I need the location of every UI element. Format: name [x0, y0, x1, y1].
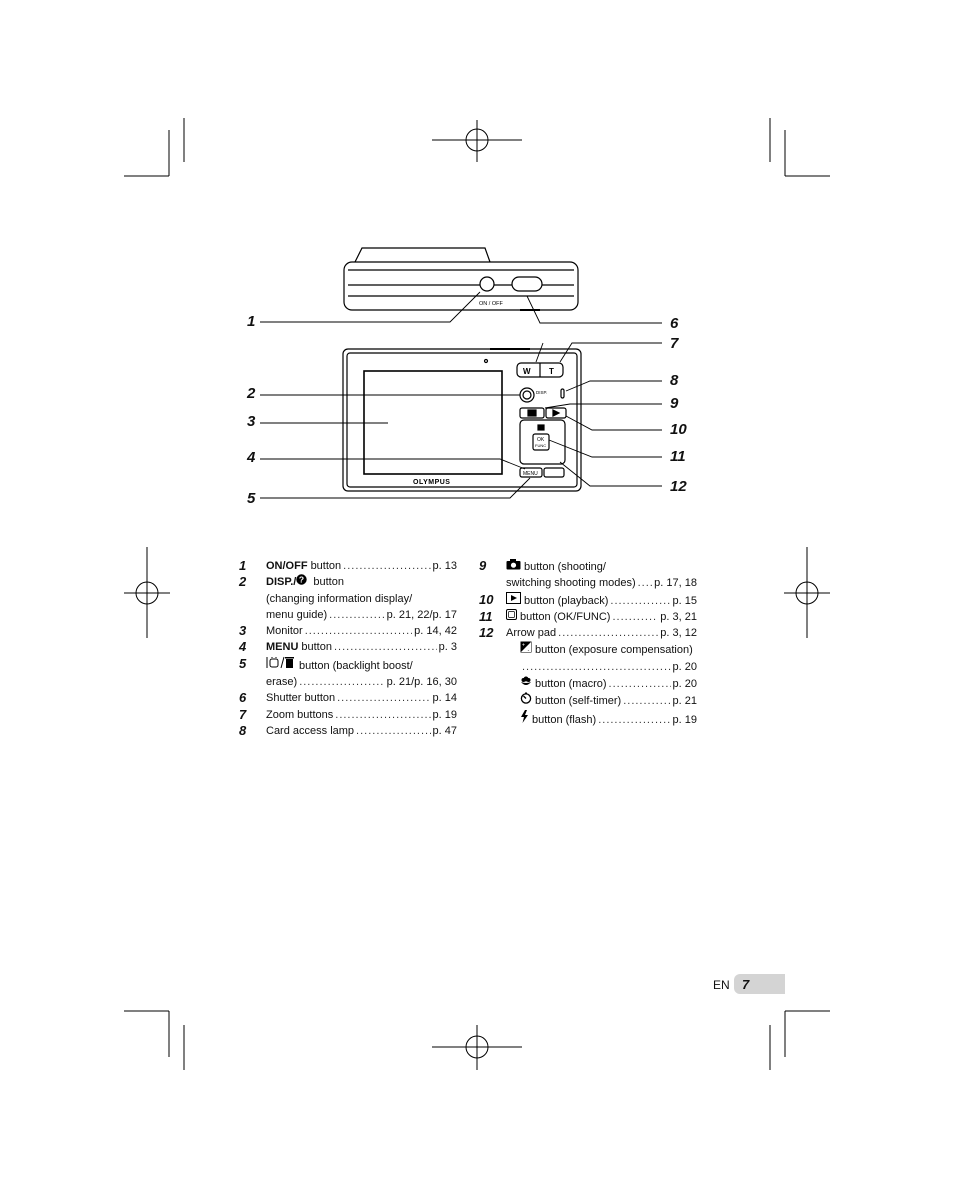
callout-11: 11 — [670, 448, 686, 465]
page-reference: p. 17, 18 — [654, 577, 697, 590]
svg-text:-: - — [527, 647, 530, 654]
svg-text:+: + — [522, 642, 525, 649]
registration-mark-right — [784, 547, 830, 638]
callout-5: 5 — [247, 490, 256, 507]
list-item — [479, 608, 697, 625]
list-item — [520, 659, 697, 675]
flash-icon — [520, 710, 529, 728]
brand-logo: OLYMPUS — [413, 479, 451, 486]
list-item — [266, 674, 457, 690]
item-number: 4 — [239, 639, 247, 655]
page-reference: p. 14 — [432, 692, 457, 705]
callout-7: 7 — [670, 335, 679, 352]
item-text: Monitor — [266, 625, 303, 638]
ok-func-icon — [506, 609, 517, 625]
playback-icon — [506, 592, 521, 609]
list-item — [479, 625, 697, 641]
registration-mark-left — [124, 547, 170, 638]
button-name: MENU — [266, 641, 299, 654]
item-number: 8 — [239, 722, 247, 738]
registration-mark-bottom — [432, 1025, 522, 1070]
item-number: 10 — [479, 591, 494, 607]
list-item — [506, 575, 697, 591]
item-number: 5 — [239, 655, 247, 671]
item-text: Arrow pad — [506, 627, 557, 640]
zoom-t-label: T — [549, 367, 554, 376]
item-number: 1 — [239, 558, 247, 573]
page-number: 7 — [742, 977, 750, 992]
item-text: button (OK/FUNC) — [520, 610, 611, 623]
item-text: switching shooting modes) — [506, 577, 636, 590]
list-item — [239, 706, 457, 723]
item-text: button (exposure compensation) — [535, 644, 693, 657]
item-text: (changing information display/ — [266, 592, 413, 605]
item-text: Card access lamp — [266, 724, 355, 737]
list-item — [520, 675, 697, 692]
parts-list-right — [479, 558, 697, 728]
item-text: erase) — [266, 676, 298, 689]
callout-8: 8 — [670, 372, 679, 389]
callout-12: 12 — [670, 478, 687, 495]
item-text: button — [301, 641, 332, 654]
callout-4: 4 — [247, 449, 256, 466]
ok-label: OK — [537, 437, 545, 443]
button-name: ON/OFF — [266, 560, 308, 572]
item-text: Shutter button — [266, 692, 336, 705]
zoom-w-label: W — [523, 367, 531, 376]
backlight-erase-icon — [266, 656, 296, 674]
item-text: button (macro) — [535, 678, 607, 691]
button-name: DISP./ — [266, 576, 297, 589]
help-icon — [296, 574, 307, 590]
menu-label: MENU — [523, 471, 538, 477]
list-item — [520, 692, 697, 709]
camera-diagram — [0, 0, 954, 560]
item-number: 2 — [239, 574, 247, 590]
page-reference: p. 21, 22/p. 17 — [386, 608, 457, 621]
list-item — [520, 710, 697, 728]
list-item — [239, 722, 457, 739]
callout-10: 10 — [670, 421, 687, 438]
page-reference: p. 13 — [432, 560, 457, 572]
parts-list-left — [239, 558, 457, 739]
svg-text:?: ? — [299, 574, 305, 585]
item-number: 3 — [239, 623, 247, 639]
callout-9: 9 — [670, 395, 679, 412]
list-item — [239, 690, 457, 706]
page-reference: p. 15 — [672, 594, 697, 607]
camera-icon — [506, 558, 521, 575]
func-label: FUNC — [535, 443, 547, 448]
list-item — [479, 558, 697, 575]
list-item — [266, 607, 457, 623]
item-text: button (self-timer) — [535, 695, 622, 708]
callout-3: 3 — [247, 413, 256, 430]
list-item — [239, 574, 457, 590]
item-text: button (backlight boost/ — [299, 659, 413, 672]
list-item — [239, 655, 457, 674]
camera-back-view — [343, 349, 581, 491]
self-timer-icon — [520, 692, 532, 709]
item-text: button — [313, 576, 344, 589]
camera-top-view — [344, 248, 578, 310]
page-reference: p. 20 — [672, 678, 697, 691]
page-reference: p. 21 — [672, 695, 697, 708]
list-item — [266, 591, 457, 607]
language-label: EN — [713, 978, 730, 992]
callout-2: 2 — [247, 385, 256, 402]
item-number: 12 — [479, 625, 494, 641]
item-text: button (flash) — [532, 713, 597, 726]
item-text: button (playback) — [524, 594, 609, 607]
page-reference: p. 19 — [432, 708, 457, 721]
exposure-icon — [520, 641, 532, 658]
list-item — [520, 641, 697, 658]
callout-1: 1 — [247, 313, 256, 330]
page-reference: p. 19 — [672, 713, 697, 726]
page-reference: p. 20 — [672, 660, 697, 673]
item-number: 11 — [479, 608, 493, 624]
list-item — [239, 639, 457, 655]
list-item — [479, 591, 697, 609]
page-reference: p. 47 — [432, 724, 457, 737]
list-item — [239, 558, 457, 574]
item-text: menu guide) — [266, 608, 328, 621]
item-text: Zoom buttons — [266, 708, 334, 721]
page-reference: p. 3 — [438, 641, 457, 654]
callout-6: 6 — [670, 315, 679, 332]
item-text: button (shooting/ — [524, 561, 606, 573]
page-reference: p. 14, 42 — [414, 625, 457, 638]
page-reference: p. 3, 12 — [660, 627, 697, 640]
item-number: 7 — [239, 706, 247, 722]
item-text: button — [310, 560, 342, 572]
item-number: 9 — [479, 558, 487, 573]
on-off-label: ON / OFF — [479, 301, 503, 307]
item-number: 6 — [239, 690, 247, 706]
macro-icon — [520, 675, 532, 692]
list-item — [239, 623, 457, 639]
disp-label: DISP. — [536, 390, 548, 395]
page-reference: p. 3, 21 — [660, 610, 697, 623]
page-reference: p. 21/p. 16, 30 — [386, 676, 457, 689]
